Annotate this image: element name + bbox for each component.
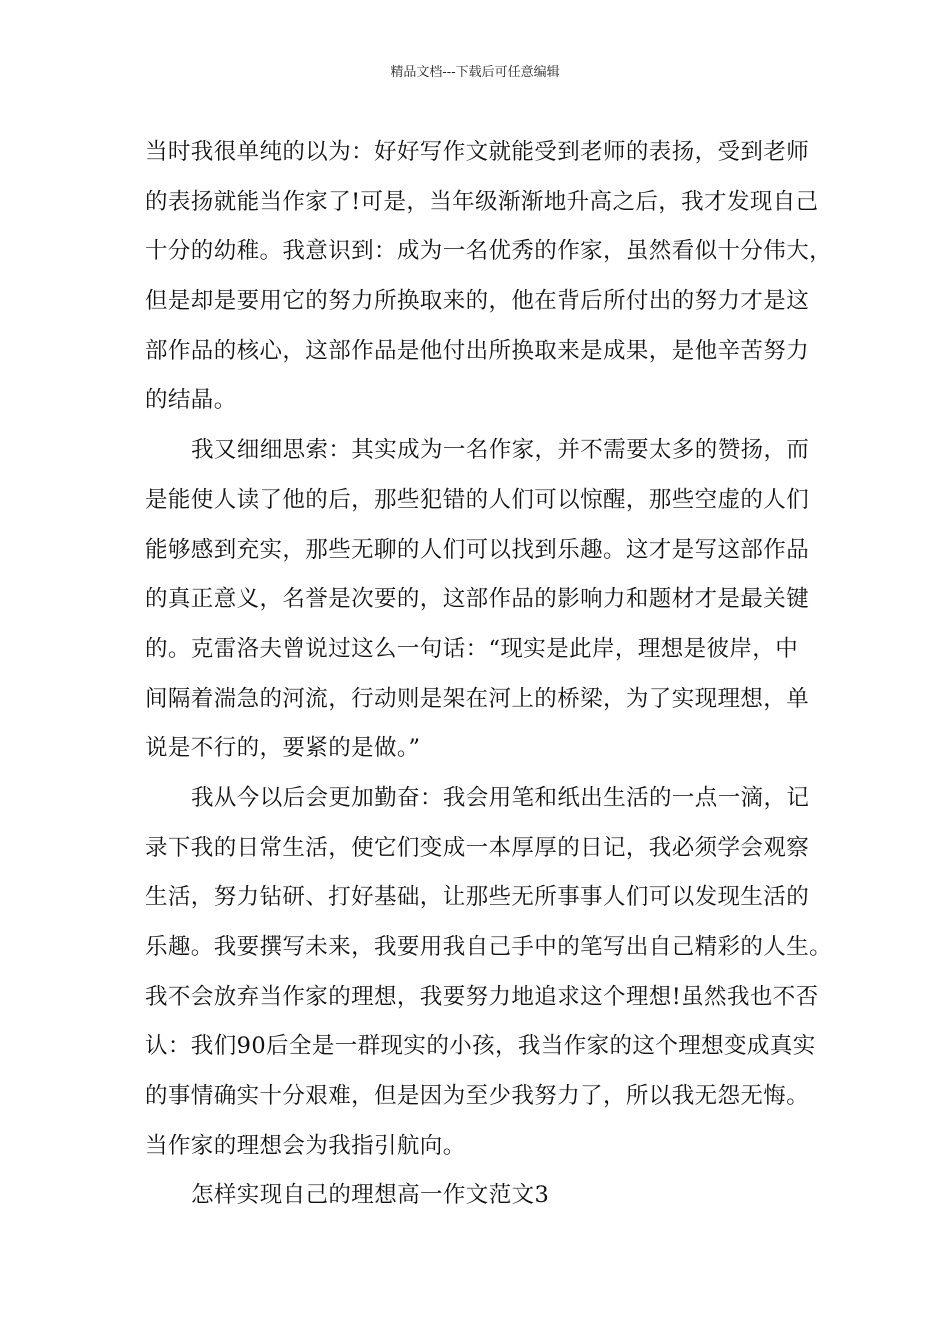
- paragraph: [145, 426, 845, 774]
- section-title: 怎样实现自己的理想高一作文范文3: [191, 1182, 550, 1209]
- text-line: 十分的幼稚。我意识到：成为一名优秀的作家，虽然看似十分伟大，: [145, 238, 833, 265]
- paragraph: [145, 774, 845, 1172]
- text-line: 我又细细思索：其实成为一名作家，并不需要太多的赞扬，而: [191, 437, 810, 464]
- text-line: 我从今以后会更加勤奋：我会用笔和纸出生活的一点一滴，记: [191, 784, 810, 811]
- text-line: 部作品的核心，这部作品是他付出所换取来是成果，是他辛苦努力: [145, 337, 810, 364]
- text-line: 的表扬就能当作家了!可是，当年级渐渐地升高之后，我才发现自己: [145, 188, 819, 215]
- text-line: 的真正意义，名誉是次要的，这部作品的影响力和题材才是最关键: [145, 586, 810, 613]
- text-line: 当作家的理想会为我指引航向。: [145, 1132, 466, 1159]
- text-line: 乐趣。我要撰写未来，我要用我自己手中的笔写出自己精彩的人生。: [145, 934, 833, 960]
- text-line: 说是不行的，要紧的是做。”: [145, 735, 421, 762]
- paragraph: [145, 1171, 845, 1221]
- page-header: 精品文档---下载后可任意编辑: [390, 65, 560, 80]
- text-line: 的事情确实十分艰难，但是因为至少我努力了，所以我无怨无悔。: [145, 1083, 810, 1110]
- text-line: 但是却是要用它的努力所换取来的，他在背后所付出的努力才是这: [145, 288, 810, 315]
- text-line: 能够感到充实，那些无聊的人们可以找到乐趣。这才是写这部作品: [145, 536, 810, 563]
- text-line: 的结晶。: [145, 387, 237, 414]
- text-line: 是能使人读了他的后，那些犯错的人们可以惊醒，那些空虚的人们: [145, 486, 810, 513]
- text-line: 间隔着湍急的河流，行动则是架在河上的桥梁，为了实现理想，单: [145, 685, 810, 712]
- paragraph: [145, 128, 845, 426]
- document-body: [145, 128, 845, 1221]
- text-line: 当时我很单纯的以为：好好写作文就能受到老师的表扬，受到老师: [145, 139, 810, 165]
- text-line: 认：我们90后全是一群现实的小孩，我当作家的这个理想变成真实: [145, 1033, 816, 1060]
- text-line: 生活，努力钻研、打好基础，让那些无所事事人们可以发现生活的: [145, 884, 810, 911]
- text-line: 录下我的日常生活，使它们变成一本厚厚的日记，我必须学会观察: [145, 834, 810, 861]
- text-line: 的。克雷洛夫曾说过这么一句话：“现实是此岸，理想是彼岸，中: [145, 635, 799, 662]
- text-line: 我不会放弃当作家的理想，我要努力地追求这个理想!虽然我也不否: [145, 983, 819, 1010]
